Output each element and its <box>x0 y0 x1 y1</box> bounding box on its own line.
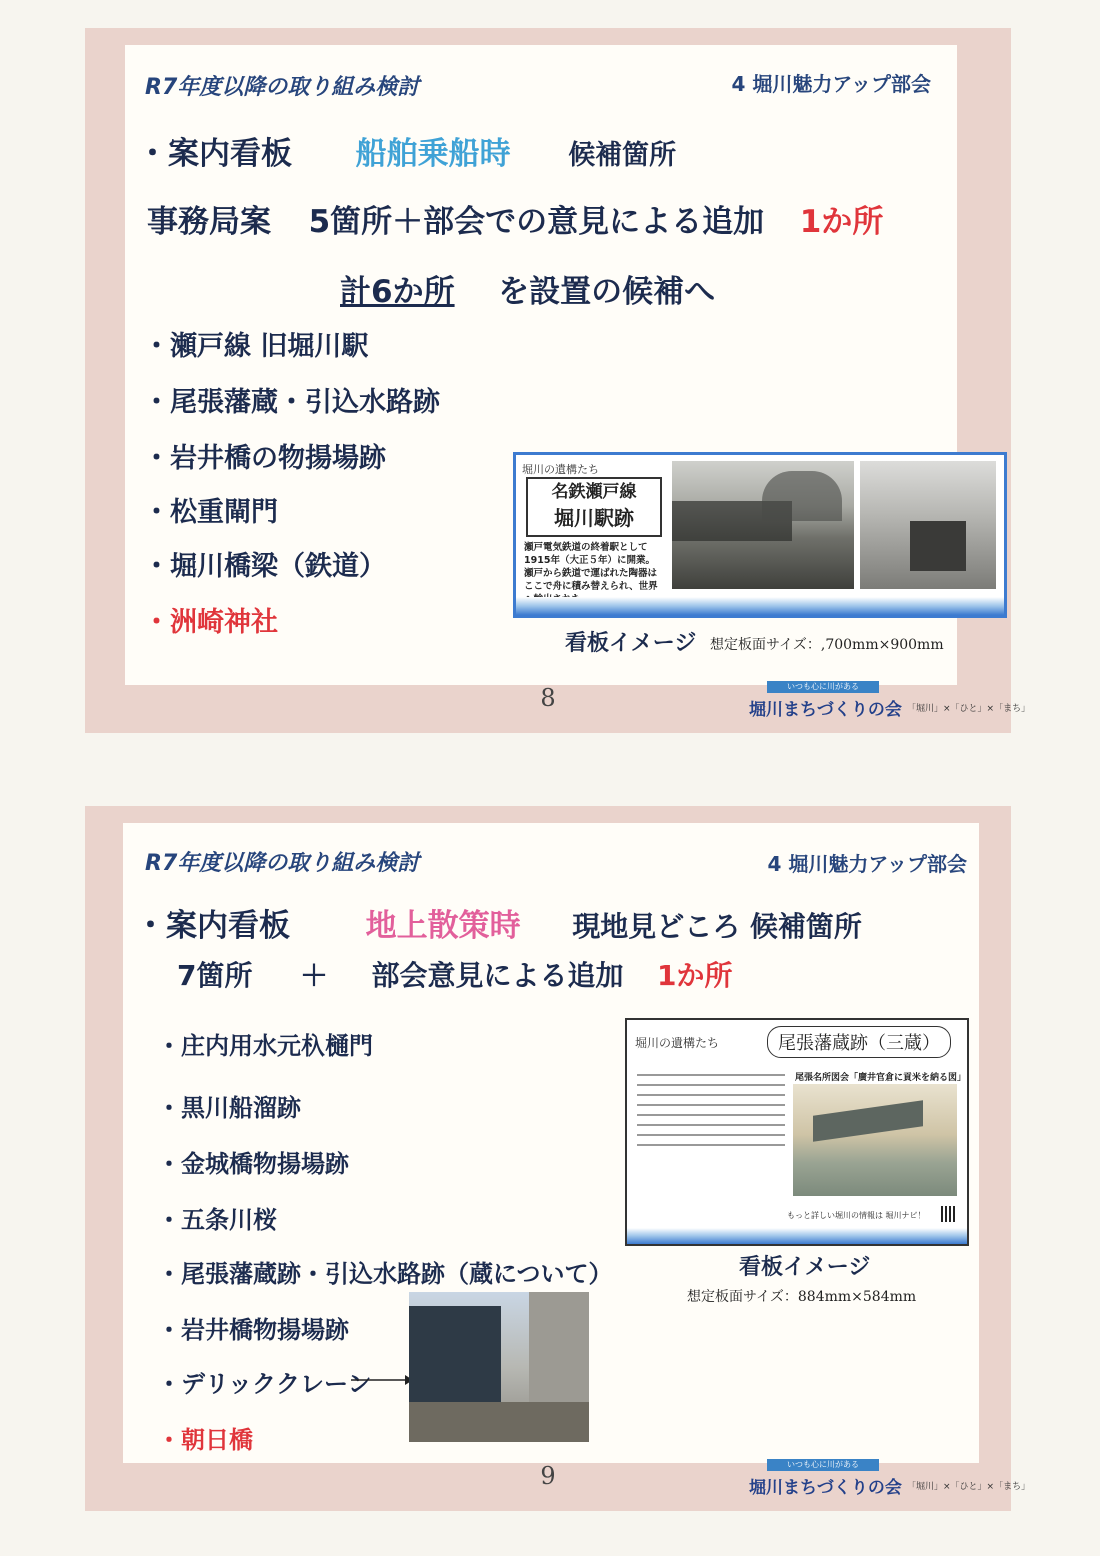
list-item: ・尾張藩蔵・引込水路跡 <box>143 387 440 418</box>
guide-sign-label: ・案内看板 <box>137 136 292 172</box>
guide-sign-accent: 船舶乗船時 <box>355 136 511 172</box>
guide-sign-tail: 現地見どころ 候補箇所 <box>572 910 862 943</box>
image-caption: 看板イメージ <box>739 1255 871 1280</box>
org-footer <box>749 1459 1031 1503</box>
line-guide-sign <box>137 128 676 173</box>
size-label: 想定板面サイズ：884mm×584mm <box>687 1289 917 1305</box>
list-item: ・松重閘門 <box>143 497 278 528</box>
line-total <box>340 266 715 311</box>
additions-d: 1か所 <box>657 959 733 992</box>
crane-photo <box>409 1292 589 1442</box>
line-guide-sign <box>135 900 862 945</box>
signboard-body: 瀬戸電気鉄道の終着駅として1915年（大正５年）に開業。瀬戸から鉄道で運ばれた陶器はここで舟に積み替えられ、世界 <box>524 542 658 592</box>
office-plan-c: 1か所 <box>799 204 884 240</box>
org-subtitle: 「堀川」×「ひと」×「まち」 <box>907 1482 1031 1492</box>
signboard-text-block <box>637 1068 785 1198</box>
slide-8 <box>85 28 1031 733</box>
signboard-illustration <box>793 1084 957 1196</box>
org-name: 堀川まちづくりの会 <box>749 1478 902 1498</box>
photo-building <box>409 1306 501 1402</box>
list-item: ・五条川桜 <box>157 1206 277 1234</box>
size-label: 想定板面サイズ：,700mm×900mm <box>710 637 944 653</box>
signboard-wave <box>516 597 1004 615</box>
signboard-photo-canal <box>672 461 854 589</box>
org-subtitle: 「堀川」×「ひと」×「まち」 <box>907 704 1031 714</box>
additions-b: ＋ <box>299 959 328 992</box>
page-number: 8 <box>540 684 556 712</box>
list-item: ・岩井橋の物揚場跡 <box>143 443 386 474</box>
guide-sign-tail: 候補箇所 <box>568 140 677 171</box>
list-item: ・岩井橋物揚場跡 <box>157 1316 349 1344</box>
signboard-title-1: 名鉄瀬戸線 <box>551 482 637 502</box>
list-item: ・黒川船溜跡 <box>157 1094 301 1122</box>
photo-tower <box>529 1292 589 1402</box>
list-item: ・金城橋物揚場跡 <box>157 1150 349 1178</box>
signboard-series: 堀川の遺構たち <box>635 1036 720 1050</box>
list-item: ・瀬戸線 旧堀川駅 <box>143 331 369 362</box>
signboard-title-2: 堀川駅跡 <box>554 506 634 530</box>
page-number: 9 <box>540 1462 556 1490</box>
org-footer <box>749 681 1031 725</box>
office-plan-b: 5箇所＋部会での意見による追加 <box>308 204 765 240</box>
office-plan-a: 事務局案 <box>147 204 271 240</box>
signboard-picture-title: 尾張名所図会「廣井官倉に貢米を納る図」 <box>795 1073 967 1083</box>
list-item: ・堀川橋梁（鉄道） <box>143 551 386 582</box>
additions-c: 部会意見による追加 <box>371 959 624 992</box>
total-count: 計6か所 <box>340 274 455 310</box>
list-item: ・尾張藩蔵跡・引込水路跡（蔵について） <box>157 1260 613 1288</box>
image-caption: 看板イメージ <box>565 631 697 656</box>
header-title: R7年度以降の取り組み検討 <box>145 851 420 876</box>
total-tail: を設置の候補へ <box>498 274 716 310</box>
slide-9 <box>85 806 1031 1511</box>
org-tagline: いつも心に川がある <box>767 681 879 693</box>
list-item-added: ・洲崎神社 <box>143 607 278 638</box>
line-additions <box>177 954 733 994</box>
arrow-right-icon <box>351 1372 413 1388</box>
header-section: 4 堀川魅力アップ部会 <box>767 852 967 876</box>
guide-sign-label: ・案内看板 <box>135 908 290 944</box>
signboard-series: 堀川の遺構たち <box>522 463 599 476</box>
signboard-photo-station <box>860 461 996 589</box>
signboard-image <box>625 1018 969 1246</box>
photo-ground <box>409 1402 589 1442</box>
list-item: ・庄内用水元杁樋門 <box>157 1032 373 1060</box>
line-office-plan <box>147 196 883 241</box>
list-item-added: ・朝日橋 <box>157 1426 253 1454</box>
signboard-title: 尾張藩蔵跡（三蔵） <box>767 1026 951 1058</box>
header-title: R7年度以降の取り組み検討 <box>145 75 420 100</box>
qr-code-icon <box>941 1206 957 1222</box>
header-section: 4 堀川魅力アップ部会 <box>731 72 931 96</box>
org-tagline: いつも心に川がある <box>767 1459 879 1471</box>
additions-a: 7箇所 <box>177 959 253 992</box>
signboard-footer: もっと詳しい堀川の情報は 堀川ナビ！ <box>787 1211 926 1220</box>
org-name: 堀川まちづくりの会 <box>749 700 902 720</box>
signboard-title-box <box>526 477 662 537</box>
signboard-image <box>513 452 1007 618</box>
guide-sign-accent: 地上散策時 <box>365 908 521 944</box>
illustration-warehouses <box>813 1100 923 1141</box>
signboard-wave <box>627 1228 967 1244</box>
list-item: ・デリッククレーン <box>157 1370 372 1398</box>
